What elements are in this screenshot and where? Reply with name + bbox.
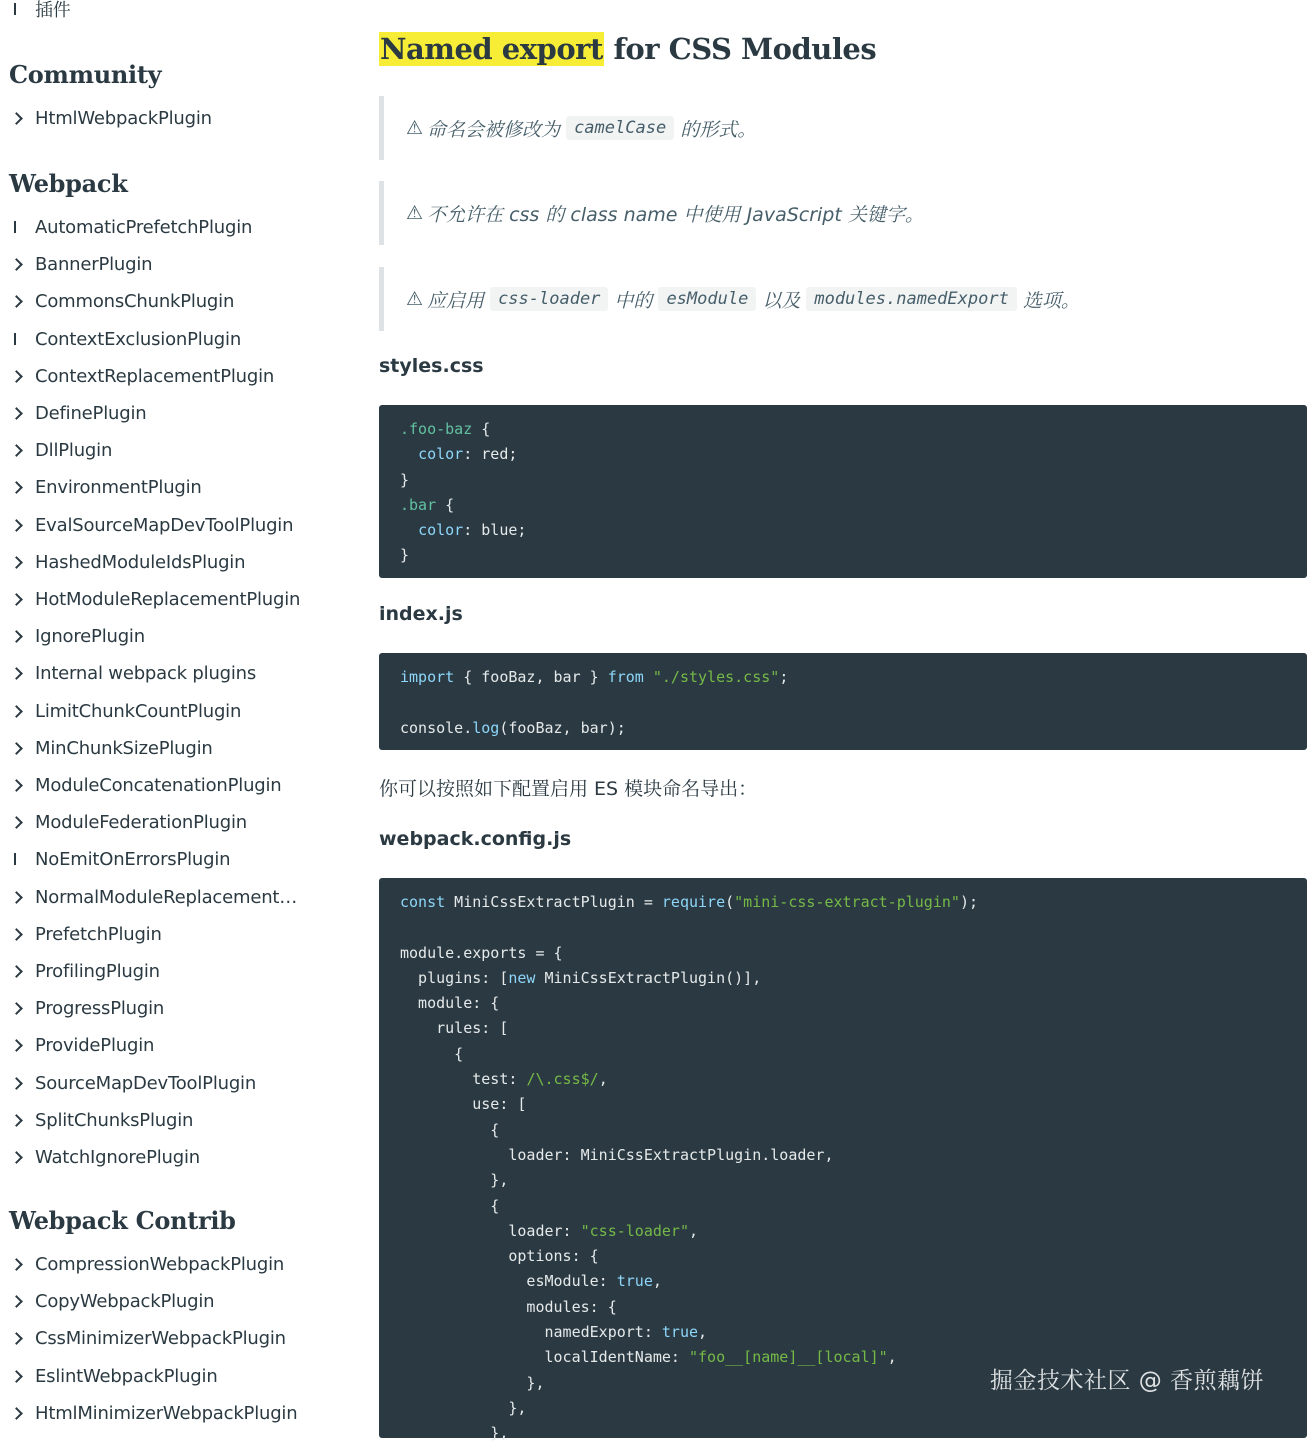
main-content — [379, 0, 1307, 1443]
sidebar-item[interactable] — [10, 361, 274, 391]
sidebar-item-label: 插件 — [35, 0, 71, 21]
bar-marker-icon — [10, 324, 35, 354]
code-token — [644, 668, 653, 686]
code-token: import — [400, 668, 455, 686]
sidebar-item[interactable] — [10, 547, 245, 577]
code-token: /\.css$/ — [526, 1070, 599, 1089]
warning-note — [379, 96, 1307, 160]
code-token: log — [472, 718, 500, 737]
code-token: }, — [400, 1171, 509, 1190]
sidebar-item-label: ProfilingPlugin — [35, 960, 160, 982]
code-token: MiniCssExtractPlugin = — [445, 893, 662, 911]
sidebar-item[interactable] — [10, 1142, 200, 1172]
code-token: from — [607, 668, 644, 686]
chevron-right-icon — [10, 956, 35, 986]
code-token: , — [689, 1221, 699, 1240]
code-token: namedExport: — [400, 1323, 662, 1342]
code-token: .foo-baz — [400, 420, 473, 438]
note-text: 命名会被修改为 — [427, 118, 561, 141]
sidebar-item-label: ProgressPlugin — [35, 997, 165, 1019]
code-token: test: — [400, 1070, 527, 1089]
sidebar-item[interactable] — [10, 658, 256, 688]
sidebar-item[interactable] — [10, 1398, 297, 1428]
sidebar-item[interactable] — [10, 1249, 284, 1279]
sidebar-item[interactable] — [10, 1105, 193, 1135]
code-token: { fooBaz, bar } — [454, 668, 608, 686]
chevron-right-icon — [10, 1105, 35, 1135]
warning-note — [379, 267, 1307, 331]
sidebar-item-label: NoEmitOnErrorsPlugin — [35, 848, 231, 870]
sidebar-item-label: HtmlMinimizerWebpackPlugin — [35, 1402, 298, 1424]
code-token — [400, 445, 418, 463]
chevron-right-icon — [10, 1249, 35, 1279]
sidebar-item-label: CssMinimizerWebpackPlugin — [35, 1327, 286, 1349]
code-token: { — [400, 1044, 464, 1063]
sidebar-item-label: WatchIgnorePlugin — [35, 1146, 200, 1168]
code-block-index-js — [379, 653, 1307, 750]
bar-marker-icon — [10, 212, 35, 242]
sidebar-item[interactable] — [10, 844, 230, 874]
code-token: const — [400, 893, 446, 911]
code-token: use: [ — [400, 1095, 527, 1114]
code-token: { — [400, 1196, 500, 1215]
code-token: ); — [959, 893, 978, 911]
code-token: "foo__[name]__[local]" — [688, 1348, 888, 1367]
sidebar-item[interactable] — [10, 733, 213, 763]
inline-code: css-loader — [490, 287, 608, 311]
code-token: }, — [400, 1373, 545, 1392]
code-token: modules: { — [400, 1297, 617, 1316]
note-text: 以及 — [762, 289, 801, 312]
code-token: "mini-css-extract-plugin" — [734, 893, 960, 911]
sidebar-item[interactable] — [10, 770, 282, 800]
sidebar-section-heading: Community — [9, 60, 162, 89]
warning-icon: ⚠ — [406, 288, 424, 310]
code-token: }, — [400, 1424, 509, 1443]
sidebar-item-label: NormalModuleReplacement… — [35, 886, 298, 908]
sidebar-section-heading: Webpack — [9, 169, 128, 198]
code-block-webpack-config-js — [379, 878, 1307, 1443]
sidebar-item-label: ModuleConcatenationPlugin — [35, 774, 282, 796]
sidebar-item-label: IgnorePlugin — [35, 625, 145, 647]
sidebar-item[interactable] — [10, 807, 247, 837]
note-text: 中的 — [614, 289, 653, 312]
sidebar-item-label: AutomaticPrefetchPlugin — [35, 216, 253, 238]
code-content — [400, 665, 1286, 741]
sidebar-item-label: ModuleFederationPlugin — [35, 811, 248, 833]
code-token: , — [887, 1348, 897, 1367]
code-token: , — [598, 1070, 608, 1089]
bar-marker-icon — [10, 0, 35, 24]
sidebar-item[interactable] — [10, 956, 160, 986]
chevron-right-icon — [10, 1142, 35, 1172]
sidebar-item[interactable] — [10, 1286, 214, 1316]
sidebar-item-plugins[interactable] — [10, 0, 71, 24]
sidebar-item-label: CommonsChunkPlugin — [35, 290, 235, 312]
sidebar-item[interactable] — [10, 1323, 286, 1353]
code-content — [400, 417, 1286, 569]
code-token: : red; — [463, 445, 518, 464]
instruction-paragraph: 你可以按照如下配置启用 ES 模块命名导出： — [379, 778, 758, 800]
note-text: 应启用 — [427, 289, 485, 312]
code-token: , — [698, 1323, 708, 1342]
chevron-right-icon — [10, 103, 35, 133]
code-token: color — [418, 521, 464, 540]
sidebar-item-label: DllPlugin — [35, 439, 113, 461]
code-token: localIdentName: — [400, 1348, 689, 1367]
chevron-right-icon — [10, 733, 35, 763]
code-token: (fooBaz, bar); — [499, 718, 626, 737]
sidebar-item[interactable] — [10, 993, 164, 1023]
chevron-right-icon — [10, 1398, 35, 1428]
code-token: }, — [400, 1398, 527, 1417]
chevron-right-icon — [10, 1323, 35, 1353]
sidebar-item-label: MinChunkSizePlugin — [35, 737, 213, 759]
code-token: ; — [779, 668, 789, 686]
sidebar-item[interactable] — [10, 435, 112, 465]
chevron-right-icon — [10, 361, 35, 391]
code-token: color — [418, 445, 464, 464]
chevron-right-icon — [10, 696, 35, 726]
code-token: rules: [ — [400, 1019, 509, 1038]
sidebar-item-label: BannerPlugin — [35, 253, 153, 275]
sidebar-item[interactable] — [10, 286, 234, 316]
chevron-right-icon — [10, 547, 35, 577]
chevron-right-icon — [10, 398, 35, 428]
code-token: module.exports = { — [400, 943, 563, 962]
sidebar-item-label: EvalSourceMapDevToolPlugin — [35, 514, 294, 536]
code-block-styles-css — [379, 405, 1307, 578]
code-token: MiniCssExtractPlugin()], — [535, 968, 762, 987]
sidebar-item-label: HtmlWebpackPlugin — [35, 107, 212, 129]
chevron-right-icon — [10, 658, 35, 688]
sidebar-item[interactable] — [10, 510, 293, 540]
chevron-right-icon — [10, 584, 35, 614]
chevron-right-icon — [10, 993, 35, 1023]
sidebar-item-label: SplitChunksPlugin — [35, 1109, 194, 1131]
code-token: { — [400, 1120, 500, 1139]
sidebar-item-label: HashedModuleIdsPlugin — [35, 551, 246, 573]
chevron-right-icon — [10, 1361, 35, 1391]
sidebar-item-label: ContextExclusionPlugin — [35, 328, 242, 350]
watermark: 掘金技术社区 @ 香煎藕饼 — [990, 1368, 1265, 1394]
chevron-right-icon — [10, 882, 35, 912]
code-token: , — [652, 1272, 662, 1291]
warning-icon: ⚠ — [406, 117, 424, 139]
chevron-right-icon — [10, 510, 35, 540]
code-token: options: { — [400, 1247, 599, 1266]
chevron-right-icon — [10, 1286, 35, 1316]
file-label-webpack-config-js: webpack.config.js — [379, 828, 572, 850]
code-token: { — [472, 420, 491, 438]
sidebar-item-label: EnvironmentPlugin — [35, 476, 202, 498]
code-token: } — [400, 546, 410, 565]
sidebar-item[interactable] — [10, 103, 212, 133]
sidebar-item[interactable] — [10, 212, 252, 242]
sidebar-item-label: ContextReplacementPlugin — [35, 365, 275, 387]
sidebar-nav — [0, 0, 330, 1428]
chevron-right-icon — [10, 621, 35, 651]
warning-note — [379, 181, 1307, 245]
sidebar-item[interactable] — [10, 1030, 154, 1060]
code-token: loader: MiniCssExtractPlugin.loader, — [400, 1145, 834, 1164]
sidebar-item[interactable] — [10, 249, 152, 279]
sidebar-item-label: HotModuleReplacementPlugin — [35, 588, 301, 610]
title-highlight: Named export — [380, 32, 603, 66]
code-token: { — [436, 495, 455, 514]
inline-code: camelCase — [566, 116, 674, 140]
sidebar-item[interactable] — [10, 882, 297, 912]
sidebar-item-label: LimitChunkCountPlugin — [35, 700, 242, 722]
chevron-right-icon — [10, 286, 35, 316]
note-text: 的形式。 — [680, 118, 757, 141]
sidebar-item[interactable] — [10, 919, 162, 949]
code-token: new — [508, 968, 536, 987]
sidebar-item[interactable] — [10, 584, 300, 614]
chevron-right-icon — [10, 919, 35, 949]
chevron-right-icon — [10, 249, 35, 279]
sidebar-item[interactable] — [10, 1068, 256, 1098]
code-token: module: { — [400, 994, 500, 1013]
code-token: "css-loader" — [580, 1221, 689, 1240]
sidebar-item[interactable] — [10, 398, 146, 428]
sidebar-item-label: CopyWebpackPlugin — [35, 1290, 215, 1312]
code-token — [400, 521, 418, 539]
sidebar-item-label: Internal webpack plugins — [35, 662, 257, 684]
code-token: "./styles.css" — [652, 668, 780, 686]
sidebar-item-label: SourceMapDevToolPlugin — [35, 1072, 257, 1094]
code-token: true — [616, 1272, 653, 1291]
sidebar-item[interactable] — [10, 621, 145, 651]
chevron-right-icon — [10, 435, 35, 465]
sidebar-item[interactable] — [10, 1361, 218, 1391]
code-token: esModule: — [400, 1272, 617, 1291]
sidebar-item[interactable] — [10, 324, 241, 354]
code-token: } — [400, 470, 410, 489]
code-token: : blue; — [463, 521, 527, 540]
chevron-right-icon — [10, 1068, 35, 1098]
sidebar-section-heading: Webpack Contrib — [9, 1206, 236, 1235]
page-title — [379, 32, 876, 66]
sidebar-item[interactable] — [10, 472, 202, 502]
note-text: 不允许在 css 的 class name 中使用 JavaScript 关键字。 — [427, 203, 924, 226]
chevron-right-icon — [10, 1030, 35, 1060]
note-text: 选项。 — [1022, 289, 1080, 312]
inline-code: esModule — [658, 287, 756, 311]
sidebar-item-label: PrefetchPlugin — [35, 923, 162, 945]
sidebar-item[interactable] — [10, 696, 241, 726]
sidebar-item-label: DefinePlugin — [35, 402, 147, 424]
code-token: .bar — [400, 495, 437, 514]
chevron-right-icon — [10, 770, 35, 800]
title-rest: for CSS Modules — [603, 32, 877, 66]
code-token: loader: — [400, 1221, 581, 1240]
chevron-right-icon — [10, 807, 35, 837]
code-token: plugins: [ — [400, 968, 509, 987]
sidebar-item-label: CompressionWebpackPlugin — [35, 1253, 285, 1275]
warning-icon: ⚠ — [406, 202, 424, 224]
chevron-right-icon — [10, 472, 35, 502]
code-token: ( — [725, 893, 735, 911]
file-label-index-js: index.js — [379, 603, 463, 625]
code-token: console. — [400, 718, 473, 737]
code-token: true — [661, 1323, 699, 1342]
sidebar-item-label: ProvidePlugin — [35, 1034, 155, 1056]
sidebar-item-label: EslintWebpackPlugin — [35, 1365, 218, 1387]
inline-code: modules.namedExport — [806, 287, 1016, 311]
bar-marker-icon — [10, 844, 35, 874]
file-label-styles-css: styles.css — [379, 355, 484, 377]
code-token: require — [661, 893, 726, 911]
